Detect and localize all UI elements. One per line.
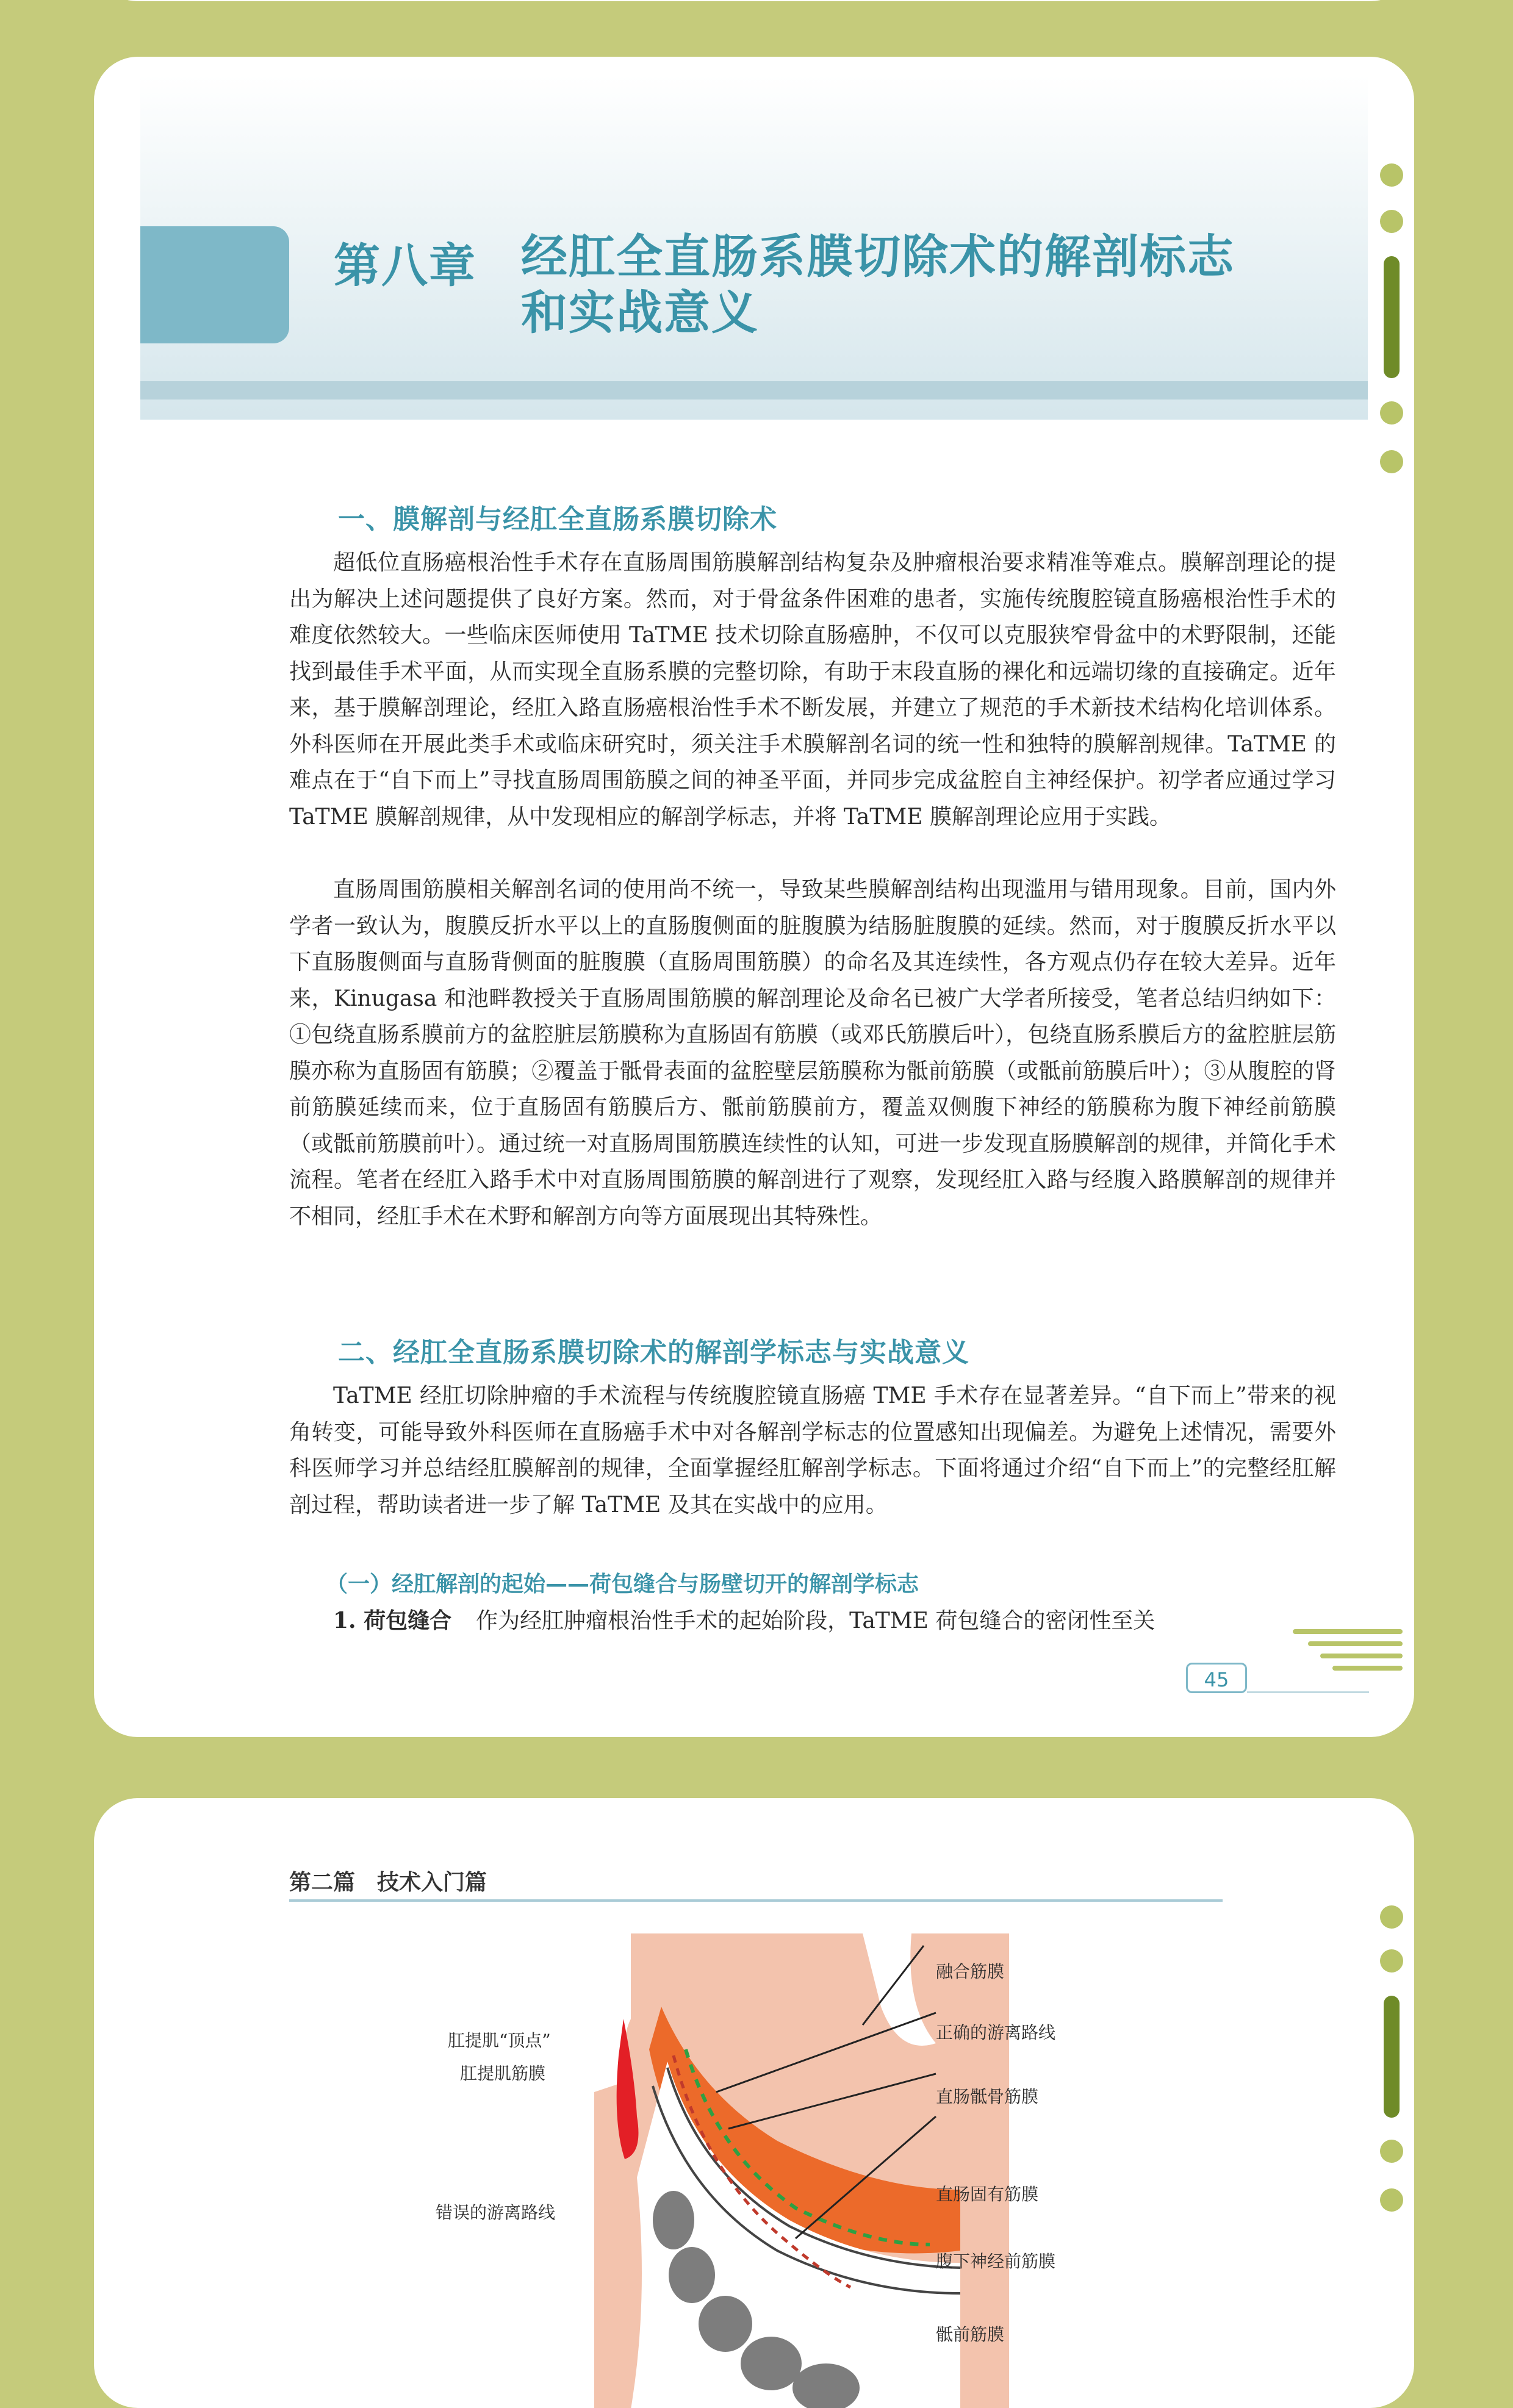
section-heading: 一、膜解剖与经肛全直肠系膜切除术 [338,504,777,535]
progress-dot [1380,2140,1403,2163]
progress-dot [1380,1949,1403,1973]
chapter-label: 第八章 [334,238,476,293]
item-label: 1. 荷包缝合 [333,1608,452,1633]
figure-label: 正确的游离路线 [936,2023,1056,2043]
progress-dot [1380,2188,1403,2212]
page-card [94,1798,1414,2408]
section-heading: 二、经肛全直肠系膜切除术的解剖学标志与实战意义 [338,1337,969,1368]
page-card [94,57,1414,1737]
item-text: 作为经肛肿瘤根治性手术的起始阶段，TaTME 荷包缝合的密闭性至关 [476,1608,1155,1633]
figure-label: 直肠骶骨筋膜 [936,2087,1039,2107]
figure-label: 错误的游离路线 [436,2202,556,2223]
previous-page-card [94,0,1414,1]
figure-label: 肛提肌“顶点” [448,2030,551,2051]
paragraph: 直肠周围筋膜相关解剖名词的使用尚不统一，导致某些膜解剖结构出现滥用与错用现象。目前，国内外学者一致认为，腹膜反折水平以上的直肠腹侧面的脏腹膜为结肠脏腹膜的延续。然而，对于腹膜反折水平以下直肠腹侧面与直肠背侧面的脏腹膜（直肠周围筋膜）的命名及其连续性，各方观点仍存在较大差异。近年来，Kinugasa 和池畔教授关于直肠周围筋膜的解剖理论及命名已被广大学者所接受，笔者总结归纳如下：①包绕直肠系膜前方的盆腔脏层筋膜称为直肠固有筋膜（或邓氏筋膜后叶），包绕直肠系膜后方的盆腔脏层筋膜亦称为直肠固有筋膜；②覆盖于骶骨表面的盆腔壁层筋膜称为骶前筋膜（或骶前筋膜后叶）；③从腹腔的肾前筋膜延续而来，位于直肠固有筋膜后方、骶前筋膜前方，覆盖双侧腹下神经的筋膜称为腹下神经前筋膜（或骶前筋膜前叶）。通过统一对直肠周围筋膜连续性的认知，可进一步发现直肠膜解剖的规律，并简化手术流程。笔者在经肛入路手术中对直肠周围筋膜的解剖进行了观察，发现经肛入路与经腹入路膜解剖的规律并不相同，经肛手术在术野和解剖方向等方面展现出其特殊性。 [289,877,1336,1229]
paragraph: 超低位直肠癌根治性手术存在直肠周围筋膜解剖结构复杂及肿瘤根治要求精准等难点。膜解剖理论的提出为解决上述问题提供了良好方案。然而，对于骨盆条件困难的患者，实施传统腹腔镜直肠癌根治性手术的难度依然较大。一些临床医师使用 TaTME 技术切除直肠癌肿，不仅可以克服狭窄骨盆中的术野限制，还能找到最佳手术平面，从而实现全直肠系膜的完整切除，有助于末段直肠的裸化和远端切缘的直接确定。近年来，基于膜解剖理论，经肛入路直肠癌根治性手术不断发展，并建立了规范的手术新技术结构化培训体系。外科医师在开展此类手术或临床研究时，须关注手术膜解剖名词的统一性和独特的膜解剖规律。TaTME 的难点在于“自下而上”寻找直肠周围筋膜之间的神圣平面，并同步完成盆腔自主神经保护。初学者应通过学习 TaTME 膜解剖规律，从中发现相应的解剖学标志，并将 TaTME 膜解剖理论应用于实践。 [289,550,1336,830]
figure-label: 腹下神经前筋膜 [936,2251,1056,2271]
chapter-tab-block [140,226,289,343]
subsection-heading: （一）经肛解剖的起始——荷包缝合与肠壁切开的解剖学标志 [326,1572,919,1597]
progress-dot [1380,210,1403,233]
figure-label: 直肠固有筋膜 [936,2184,1039,2204]
page-rule [1247,1691,1369,1693]
progress-dot [1380,450,1403,473]
page-number: 45 [1186,1663,1247,1693]
paragraph: TaTME 经肛切除肿瘤的手术流程与传统腹腔镜直肠癌 TME 手术存在显著差异。“自下而上”带来的视角转变，可能导致外科医师在直肠癌手术中对各解剖学标志的位置感知出现偏差。为避免上述情况，需要外科医师学习并总结经肛膜解剖的规律，全面掌握经肛解剖学标志。下面将通过介绍“自下而上”的完整经肛解剖过程，帮助读者进一步了解 TaTME 及其在实战中的应用。 [289,1383,1336,1518]
chapter-title: 经肛全直肠系膜切除术的解剖标志和实战意义 [521,229,1235,340]
figure-label: 肛提肌筋膜 [460,2063,546,2084]
numbered-item [333,1604,1340,1635]
progress-dot [1380,401,1403,425]
figure-label: 融合筋膜 [936,1962,1005,1982]
running-head-rule [289,1899,1223,1902]
header-divider [140,381,1368,400]
progress-bar-active [1384,256,1400,378]
running-head: 第二篇 技术入门篇 [289,1870,487,1895]
progress-dot [1380,1905,1403,1929]
progress-dot [1380,163,1403,187]
figure-label: 骶前筋膜 [936,2324,1005,2345]
progress-bar-active [1384,1996,1400,2118]
